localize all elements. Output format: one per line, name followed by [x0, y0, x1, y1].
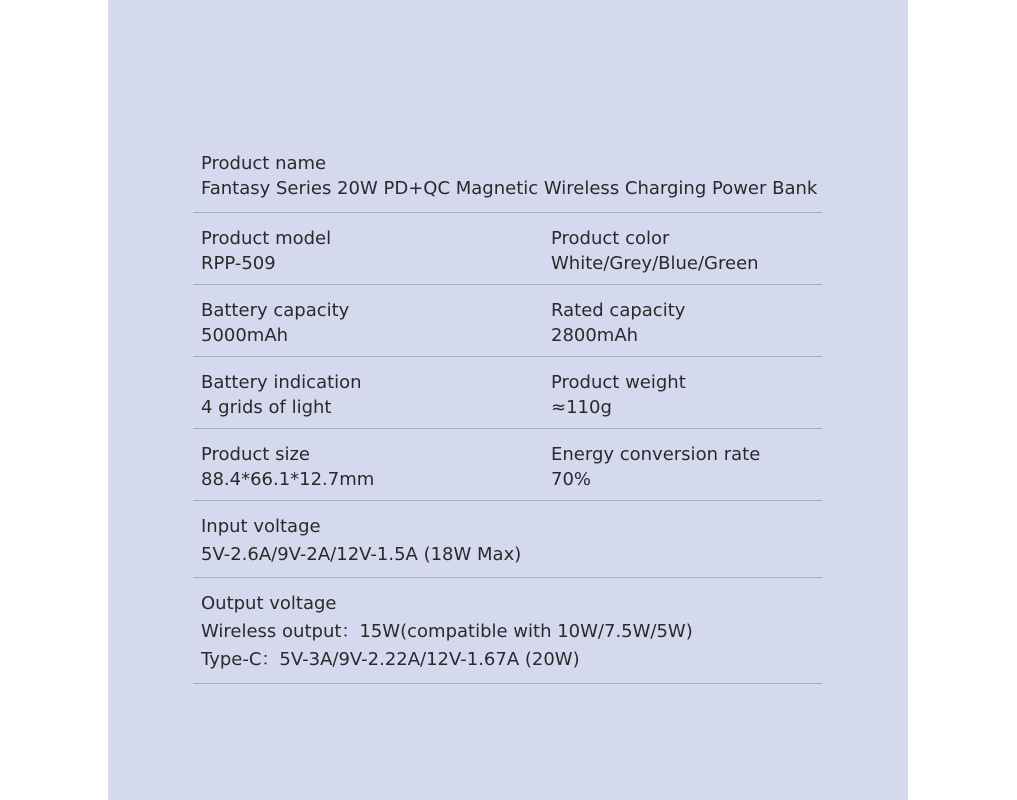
- spec-row-output-voltage: [193, 578, 822, 684]
- spec-label: Rated capacity: [551, 300, 686, 321]
- spec-value-type-c-output: Type-C：5V-3A/9V-2.22A/12V-1.67A (20W): [201, 649, 580, 670]
- spec-cell: [551, 442, 760, 492]
- spec-label: Output voltage: [201, 593, 337, 614]
- spec-cell: [551, 226, 759, 276]
- spec-value: White/Grey/Blue/Green: [551, 253, 759, 274]
- spec-cell: [201, 298, 349, 348]
- spec-label: Product model: [201, 228, 332, 249]
- spec-value: 4 grids of light: [201, 397, 332, 418]
- spec-label: Battery capacity: [201, 300, 350, 321]
- spec-value: 2800mAh: [551, 325, 639, 346]
- spec-label: Product color: [551, 228, 670, 249]
- spec-label: Product weight: [551, 372, 686, 393]
- spec-value: 70%: [551, 469, 592, 490]
- spec-row-input-voltage: [193, 501, 822, 578]
- spec-row-model-color: [193, 213, 822, 285]
- spec-value-wireless-output: Wireless output：15W(compatible with 10W/7.5W/5W): [201, 621, 693, 642]
- spec-row-indication-weight: [193, 357, 822, 429]
- spec-cell: [201, 370, 362, 420]
- spec-row-size-efficiency: [193, 429, 822, 501]
- spec-label: Energy conversion rate: [551, 444, 761, 465]
- spec-value: 88.4*66.1*12.7mm: [201, 469, 375, 490]
- spec-row-product-name: [193, 146, 822, 213]
- spec-label: Product name: [201, 153, 327, 174]
- spec-value: RPP-509: [201, 253, 276, 274]
- spec-table: [193, 146, 822, 684]
- spec-cell: [201, 590, 693, 674]
- spec-value: Fantasy Series 20W PD+QC Magnetic Wireless Charging Power Bank: [201, 178, 818, 199]
- spec-value: 5V-2.6A/9V-2A/12V-1.5A (18W Max): [201, 544, 522, 565]
- spec-cell: [551, 370, 686, 420]
- spec-row-capacity: [193, 285, 822, 357]
- spec-label: Product size: [201, 444, 310, 465]
- spec-cell: [201, 226, 331, 276]
- spec-label: Input voltage: [201, 516, 321, 537]
- spec-cell: [201, 442, 374, 492]
- spec-cell: [201, 514, 521, 567]
- spec-value: ≈110g: [551, 397, 612, 418]
- spec-cell: [201, 151, 817, 201]
- spec-label: Battery indication: [201, 372, 362, 393]
- spec-value: 5000mAh: [201, 325, 289, 346]
- spec-cell: [551, 298, 685, 348]
